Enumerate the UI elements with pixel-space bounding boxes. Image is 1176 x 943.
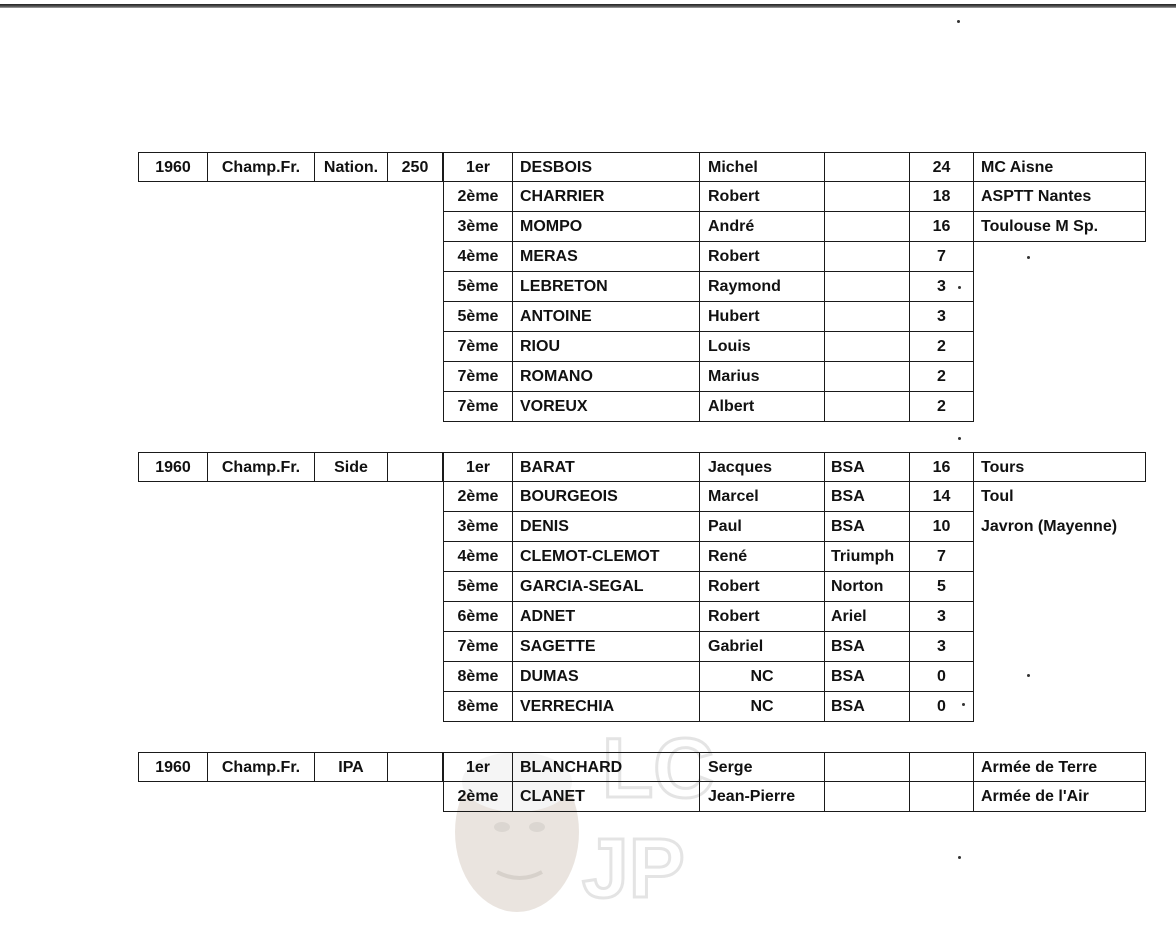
lastname-cell: ADNET bbox=[513, 602, 700, 632]
lastname-cell: VOREUX bbox=[513, 392, 700, 422]
table-row bbox=[0, 752, 1176, 782]
category-cell: Nation. bbox=[315, 152, 388, 182]
motorcycle-cell bbox=[825, 272, 910, 302]
lastname-cell: CLANET bbox=[513, 782, 700, 812]
motorcycle-cell bbox=[825, 212, 910, 242]
motorcycle-cell bbox=[825, 152, 910, 182]
points-cell: 5 bbox=[910, 572, 974, 602]
lastname-cell: BLANCHARD bbox=[513, 752, 700, 782]
points-cell: 7 bbox=[910, 542, 974, 572]
rank-cell: 2ème bbox=[443, 782, 513, 812]
motorcycle-cell: BSA bbox=[825, 662, 910, 692]
rank-cell: 7ème bbox=[443, 632, 513, 662]
firstname-cell: Robert bbox=[700, 602, 825, 632]
points-cell: 0 bbox=[910, 662, 974, 692]
points-cell: 3 bbox=[910, 602, 974, 632]
motorcycle-cell bbox=[825, 332, 910, 362]
rank-cell: 5ème bbox=[443, 572, 513, 602]
lastname-cell: BARAT bbox=[513, 452, 700, 482]
cc-cell: 250 bbox=[388, 152, 443, 182]
scan-speck bbox=[958, 437, 961, 440]
points-cell: 10 bbox=[910, 512, 974, 542]
points-cell bbox=[910, 752, 974, 782]
rank-cell: 1er bbox=[443, 452, 513, 482]
points-cell: 2 bbox=[910, 392, 974, 422]
firstname-cell: Robert bbox=[700, 182, 825, 212]
club-cell: Armée de l'Air bbox=[974, 782, 1146, 812]
lastname-cell: MOMPO bbox=[513, 212, 700, 242]
points-cell: 3 bbox=[910, 272, 974, 302]
motorcycle-cell: Norton bbox=[825, 572, 910, 602]
rank-cell: 4ème bbox=[443, 242, 513, 272]
firstname-cell: Jean-Pierre bbox=[700, 782, 825, 812]
club-cell: ASPTT Nantes bbox=[974, 182, 1146, 212]
scan-speck bbox=[1027, 674, 1030, 677]
firstname-cell: René bbox=[700, 542, 825, 572]
motorcycle-cell: BSA bbox=[825, 632, 910, 662]
club-cell: Toul bbox=[981, 488, 1014, 505]
scan-speck bbox=[962, 703, 965, 706]
lastname-cell: BOURGEOIS bbox=[513, 482, 700, 512]
scan-speck bbox=[958, 856, 961, 859]
firstname-cell: Raymond bbox=[700, 272, 825, 302]
table-row bbox=[0, 212, 1176, 242]
table-row bbox=[0, 152, 1176, 182]
motorcycle-cell: BSA bbox=[825, 512, 910, 542]
table-row bbox=[0, 542, 1176, 572]
motorcycle-cell bbox=[825, 362, 910, 392]
lastname-cell: RIOU bbox=[513, 332, 700, 362]
table-row bbox=[0, 452, 1176, 482]
watermark-text-bottom: JP bbox=[582, 821, 685, 915]
table-row bbox=[0, 332, 1176, 362]
club-cell: MC Aisne bbox=[974, 152, 1146, 182]
lastname-cell: GARCIA-SEGAL bbox=[513, 572, 700, 602]
table-row bbox=[0, 632, 1176, 662]
lastname-cell: SAGETTE bbox=[513, 632, 700, 662]
category-cell: Side bbox=[315, 452, 388, 482]
table-row bbox=[0, 782, 1176, 812]
rank-cell: 1er bbox=[443, 152, 513, 182]
lastname-cell: CLEMOT-CLEMOT bbox=[513, 542, 700, 572]
rank-cell: 1er bbox=[443, 752, 513, 782]
lastname-cell: ANTOINE bbox=[513, 302, 700, 332]
rank-cell: 3ème bbox=[443, 212, 513, 242]
championship-cell: Champ.Fr. bbox=[208, 452, 315, 482]
rank-cell: 5ème bbox=[443, 272, 513, 302]
rank-cell: 5ème bbox=[443, 302, 513, 332]
points-cell bbox=[910, 782, 974, 812]
table-row bbox=[0, 662, 1176, 692]
lastname-cell: MERAS bbox=[513, 242, 700, 272]
table-row bbox=[0, 572, 1176, 602]
rank-cell: 8ème bbox=[443, 662, 513, 692]
points-cell: 7 bbox=[910, 242, 974, 272]
rank-cell: 6ème bbox=[443, 602, 513, 632]
table-row bbox=[0, 272, 1176, 302]
rank-cell: 2ème bbox=[443, 182, 513, 212]
lastname-cell: DUMAS bbox=[513, 662, 700, 692]
motorcycle-cell bbox=[825, 752, 910, 782]
motorcycle-cell: Ariel bbox=[825, 602, 910, 632]
year-cell: 1960 bbox=[138, 752, 208, 782]
points-cell: 18 bbox=[910, 182, 974, 212]
rank-cell: 2ème bbox=[443, 482, 513, 512]
firstname-cell: Serge bbox=[700, 752, 825, 782]
firstname-cell: Louis bbox=[700, 332, 825, 362]
table-row bbox=[0, 602, 1176, 632]
motorcycle-cell: BSA bbox=[825, 452, 910, 482]
rank-cell: 7ème bbox=[443, 332, 513, 362]
championship-cell: Champ.Fr. bbox=[208, 152, 315, 182]
firstname-cell: Marcel bbox=[700, 482, 825, 512]
table-row bbox=[0, 182, 1176, 212]
firstname-cell: Paul bbox=[700, 512, 825, 542]
watermark-text-top: LC bbox=[602, 721, 714, 815]
motorcycle-cell bbox=[825, 242, 910, 272]
scan-speck bbox=[1027, 256, 1030, 259]
firstname-cell: Hubert bbox=[700, 302, 825, 332]
firstname-cell: Robert bbox=[700, 242, 825, 272]
motorcycle-cell: BSA bbox=[825, 692, 910, 722]
scan-speck bbox=[958, 286, 961, 289]
points-cell: 3 bbox=[910, 302, 974, 332]
lastname-cell: DENIS bbox=[513, 512, 700, 542]
points-cell: 16 bbox=[910, 452, 974, 482]
points-cell: 24 bbox=[910, 152, 974, 182]
points-cell: 2 bbox=[910, 332, 974, 362]
lastname-cell: CHARRIER bbox=[513, 182, 700, 212]
firstname-cell: NC bbox=[700, 662, 825, 692]
motorcycle-cell bbox=[825, 782, 910, 812]
motorcycle-cell bbox=[825, 302, 910, 332]
motorcycle-cell: BSA bbox=[825, 482, 910, 512]
club-cell: Tours bbox=[974, 452, 1146, 482]
firstname-cell: Gabriel bbox=[700, 632, 825, 662]
lastname-cell: VERRECHIA bbox=[513, 692, 700, 722]
top-rule bbox=[0, 4, 1176, 8]
motorcycle-cell bbox=[825, 392, 910, 422]
motorcycle-cell bbox=[825, 182, 910, 212]
table-row bbox=[0, 362, 1176, 392]
points-cell: 0 bbox=[910, 692, 974, 722]
watermark-logo bbox=[442, 712, 732, 922]
motorcycle-cell: Triumph bbox=[825, 542, 910, 572]
table-row bbox=[0, 302, 1176, 332]
club-cell: Armée de Terre bbox=[974, 752, 1146, 782]
rank-cell: 3ème bbox=[443, 512, 513, 542]
scan-speck bbox=[957, 20, 960, 23]
rank-cell: 4ème bbox=[443, 542, 513, 572]
firstname-cell: André bbox=[700, 212, 825, 242]
points-cell: 2 bbox=[910, 362, 974, 392]
championship-cell: Champ.Fr. bbox=[208, 752, 315, 782]
year-cell: 1960 bbox=[138, 152, 208, 182]
club-cell: Toulouse M Sp. bbox=[974, 212, 1146, 242]
table-row bbox=[0, 482, 1176, 512]
firstname-cell: Jacques bbox=[700, 452, 825, 482]
points-cell: 16 bbox=[910, 212, 974, 242]
lastname-cell: ROMANO bbox=[513, 362, 700, 392]
firstname-cell: Robert bbox=[700, 572, 825, 602]
category-cell: IPA bbox=[315, 752, 388, 782]
rank-cell: 8ème bbox=[443, 692, 513, 722]
points-cell: 3 bbox=[910, 632, 974, 662]
table-row bbox=[0, 692, 1176, 722]
points-cell: 14 bbox=[910, 482, 974, 512]
firstname-cell: Albert bbox=[700, 392, 825, 422]
club-cell: Javron (Mayenne) bbox=[981, 518, 1118, 535]
firstname-cell: NC bbox=[700, 692, 825, 722]
lastname-cell: LEBRETON bbox=[513, 272, 700, 302]
lastname-cell: DESBOIS bbox=[513, 152, 700, 182]
firstname-cell: Michel bbox=[700, 152, 825, 182]
year-cell: 1960 bbox=[138, 452, 208, 482]
table-row bbox=[0, 512, 1176, 542]
rank-cell: 7ème bbox=[443, 392, 513, 422]
rank-cell: 7ème bbox=[443, 362, 513, 392]
table-row bbox=[0, 242, 1176, 272]
firstname-cell: Marius bbox=[700, 362, 825, 392]
table-row bbox=[0, 392, 1176, 422]
